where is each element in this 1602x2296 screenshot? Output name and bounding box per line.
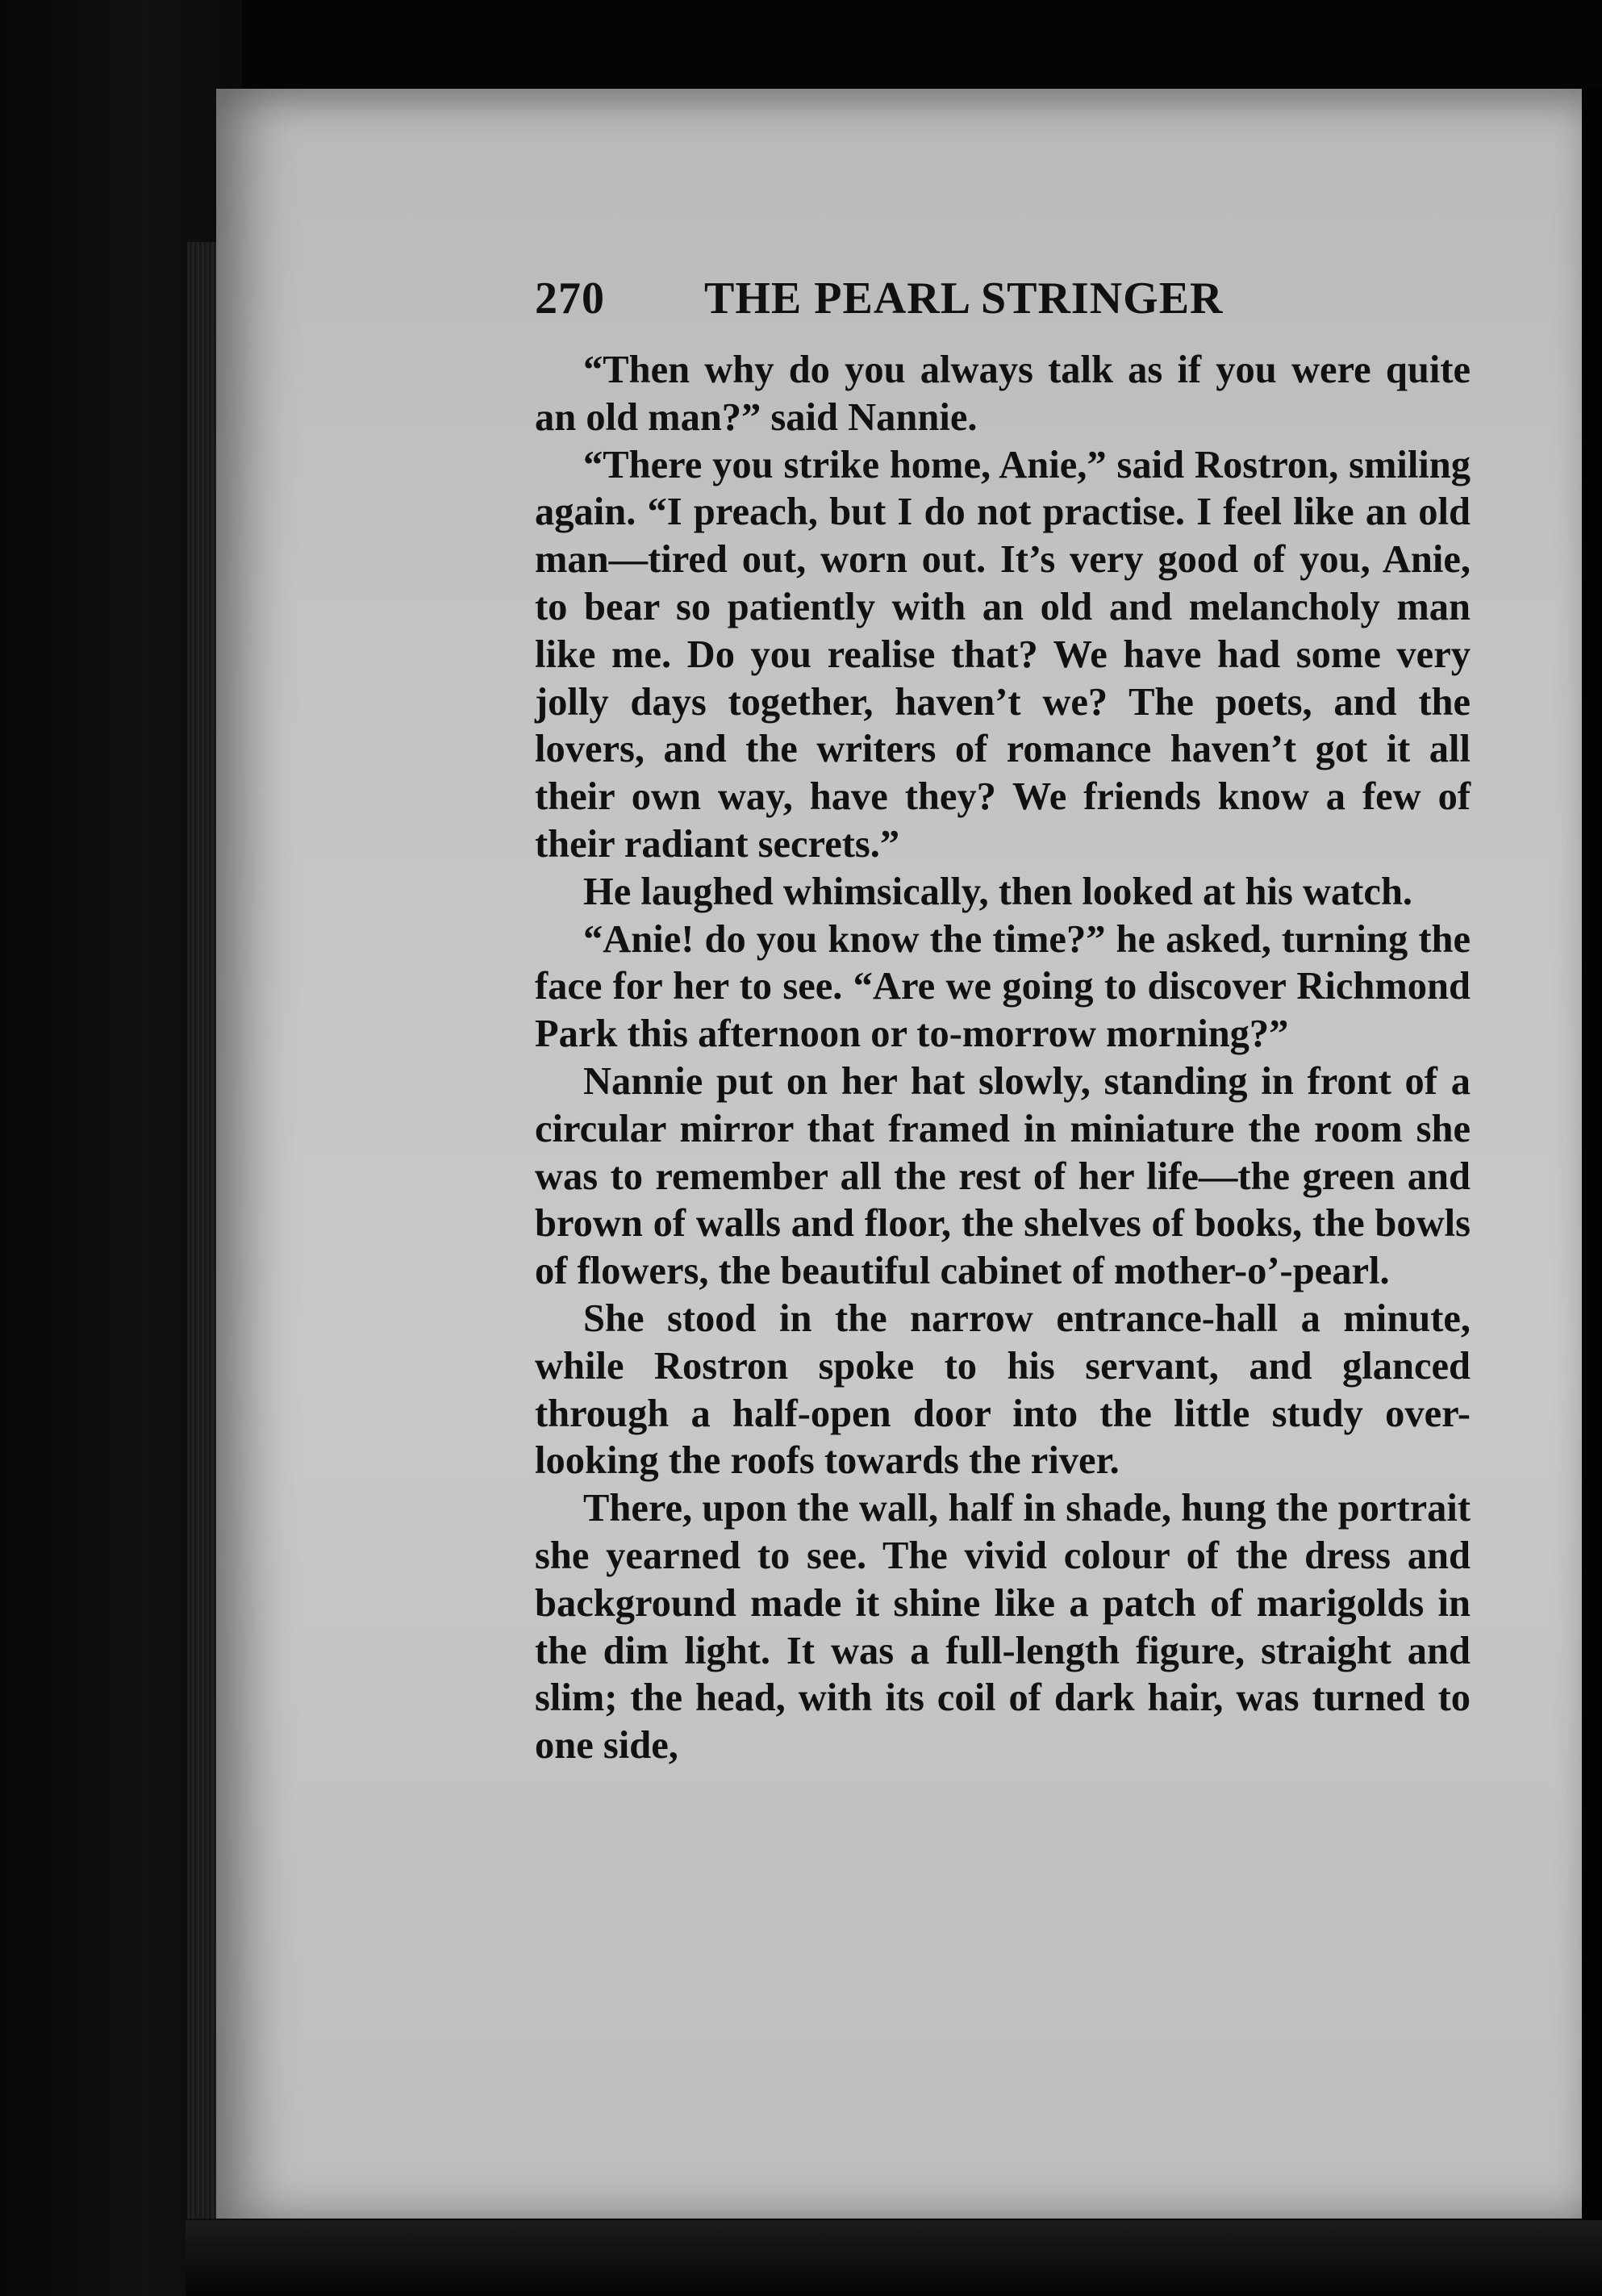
scan-bottom-edge: [186, 2220, 1602, 2296]
page-number: 270: [535, 273, 605, 324]
paragraph-2: “There you strike home, Anie,” said Rostron, smiling again. “I preach, but I do not practise. I feel like an old man—tired out, worn out. It’s very good of you, Anie, to bear so patiently with an old and melancholy man like me. Do you realise that? We have had some very jolly days together, haven’t we? The poets, and the lovers, and the writers of romance haven’t got it all their own way, have they? We friends know a few of their radiant secrets.”: [535, 443, 1471, 866]
paragraph-5: Nannie put on her hat slowly, standing in front of a circular mirror that framed in miniature the room she was to remember all the rest of her life—the green and brown of walls and floor, the shelves of books, the bowls of flowers, the beautiful cabinet of mother-o’-pearl.: [535, 1059, 1471, 1293]
running-head: [535, 273, 1471, 347]
running-title: THE PEARL STRINGER: [704, 273, 1224, 324]
page-text-block: [535, 273, 1471, 1770]
paragraph-3: He laughed whimsically, then looked at his watch.: [583, 870, 1413, 913]
paragraph-6: She stood in the narrow entrance-hall a minute, while Rostron spoke to his servant, and glanced through a half-open door into the little study over-looking the roofs towards the river.: [535, 1296, 1471, 1483]
paragraph-4: “Anie! do you know the time?” he asked, turning the face for her to see. “Are we going to discover Richmond Park this afternoon or to-morrow morning?”: [535, 917, 1471, 1056]
scan-right-edge: [1582, 89, 1602, 2227]
paragraph-7: There, upon the wall, half in shade, hung the portrait she yearned to see. The vivid colour of the dress and background made it shine like a patch of marigolds in the dim light. It was a full-length figure, straight and slim; the head, with its coil of dark hair, was turned to one side,: [535, 1487, 1471, 1768]
paragraph-1: “Then why do you always talk as if you were quite an old man?” said Nannie.: [535, 349, 1471, 439]
